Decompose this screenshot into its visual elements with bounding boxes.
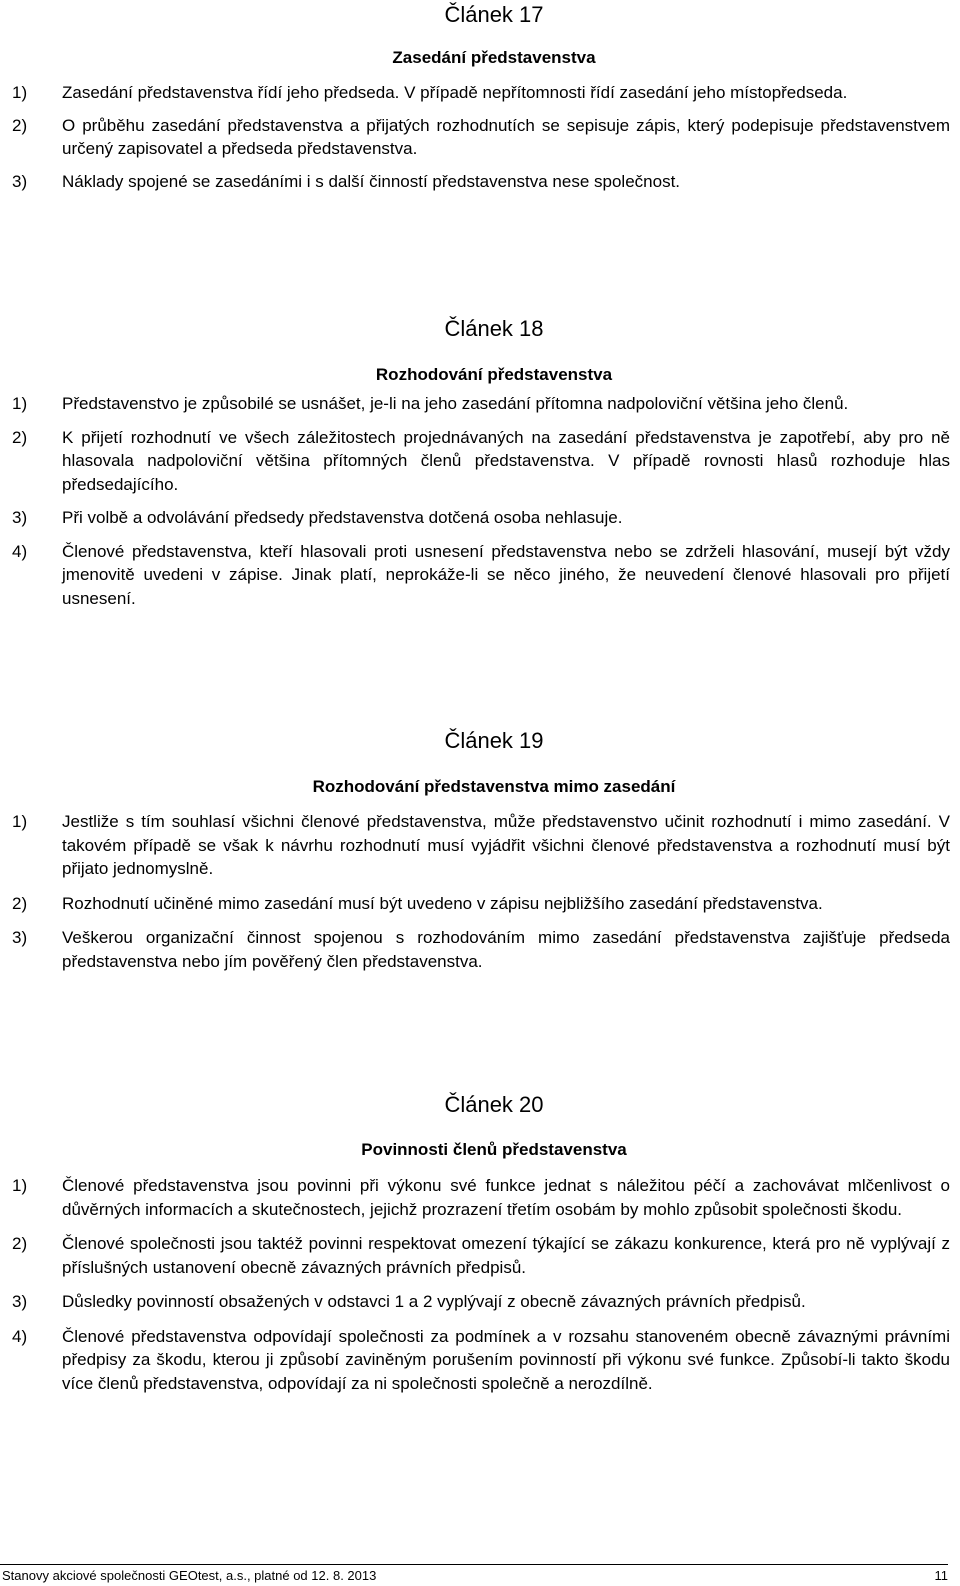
page-footer xyxy=(0,1564,948,1585)
paragraph xyxy=(12,392,950,416)
article-subtitle: Povinnosti členů představenstva xyxy=(361,1140,627,1159)
article-title: Článek 20 xyxy=(444,1092,544,1117)
paragraph-text: Členové představenstva jsou povinni při výkonu své funkce jednat s náležitou péčí a zachovávat mlčenlivost o důvěrných informacích a skutečnostech, jejichž prozrazení třetím osobám by mohlo způsobit společnosti škodu. xyxy=(62,1176,950,1219)
footer-document-title: Stanovy akciové společnosti GEOtest, a.s., platné od 12. 8. 2013 xyxy=(2,1568,377,1583)
paragraph-number: 3) xyxy=(12,1292,28,1311)
paragraph-number: 4) xyxy=(12,1326,28,1346)
paragraph-text: Členové představenstva odpovídají společnosti za podmínek a v rozsahu stanoveném obecně závaznými právními předpisy za škodu, kterou ji způsobí zaviněným porušením povinností při výkonu své funkce. Způsobí-li takto škodu více členů představenstva, odpovídají za ni společnosti společně a nerozdílně. xyxy=(62,1326,950,1393)
paragraph xyxy=(12,114,950,161)
paragraph-number: 3) xyxy=(12,171,28,191)
article-subtitle: Zasedání představenstva xyxy=(392,48,596,67)
paragraph-number: 1) xyxy=(12,83,28,102)
paragraph xyxy=(12,1174,950,1221)
paragraph-text: Představenstvo je způsobilé se usnášet, je-li na jeho zasedání přítomna nadpoloviční většina jeho členů. xyxy=(62,394,849,413)
paragraph-number: 3) xyxy=(12,928,28,947)
paragraph-number: 2) xyxy=(12,1234,28,1253)
paragraph-number: 3) xyxy=(12,508,28,527)
article-title: Článek 18 xyxy=(444,316,544,341)
paragraph xyxy=(12,506,950,530)
article-18 xyxy=(12,316,950,610)
paragraph xyxy=(12,81,950,105)
paragraph-text: Členové představenstva, kteří hlasovali proti usnesení představenstva nebo se zdrželi hlasování, musejí být vždy jmenovitě uvedeni v zápise. Jinak platí, neprokáže-li se něco jiného, že neuvedení členové hlasovali pro přijetí usnesení. xyxy=(62,541,950,608)
paragraph-text: Náklady spojené se zasedáními i s další činností představenstva nese společnost. xyxy=(62,171,681,191)
paragraph xyxy=(12,1232,950,1279)
paragraph-text: Rozhodnutí učiněné mimo zasedání musí být uvedeno v zápisu nejbližšího zasedání představenstva. xyxy=(62,893,823,913)
article-20 xyxy=(12,1092,950,1395)
paragraph-text: Zasedání představenstva řídí jeho předseda. V případě nepřítomnosti řídí zasedání jeho místopředseda. xyxy=(62,83,848,102)
paragraph-number: 1) xyxy=(12,394,28,413)
paragraph-text: Jestliže s tím souhlasí všichni členové představenstva, může představenstvo učinit rozhodnutí i mimo zasedání. V takovém případě se však k návrhu rozhodnutí musí vyjádřit všichni členové představenstva a rozhodnutí musí být přijato jednomyslně. xyxy=(62,812,950,878)
paragraph-number: 1) xyxy=(12,812,28,831)
paragraph-text: K přijetí rozhodnutí ve všech záležitostech projednávaných na zasedání představenstva je zapotřebí, aby pro ně hlasovala nadpoloviční většina přítomných členů představenstva. V případě rovnosti hlasů rozhoduje hlas předsedajícího. xyxy=(62,427,950,494)
paragraph-number: 4) xyxy=(12,541,28,561)
article-title: Článek 19 xyxy=(444,728,544,753)
paragraph-number: 2) xyxy=(12,427,28,447)
paragraph xyxy=(12,892,950,916)
paragraph xyxy=(12,1290,950,1314)
paragraph-text: Členové společnosti jsou taktéž povinni respektovat omezení týkající se zákazu konkurence, která pro ně vyplývají z příslušných ustanovení obecně závazných právních předpisů. xyxy=(62,1234,950,1277)
article-17 xyxy=(12,0,950,193)
paragraph xyxy=(12,810,950,881)
paragraph-number: 1) xyxy=(12,1176,28,1195)
article-title: Článek 17 xyxy=(444,2,544,27)
paragraph-text: Při volbě a odvolávání předsedy představenstva dotčená osoba nehlasuje. xyxy=(62,508,623,527)
paragraph xyxy=(12,426,950,497)
paragraph-text: Veškerou organizační činnost spojenou s rozhodováním mimo zasedání představenstva zajišťuje předseda představenstva nebo jím pověřený člen představenstva. xyxy=(62,928,950,971)
paragraph xyxy=(12,540,950,611)
paragraph-text: Důsledky povinností obsažených v odstavci 1 a 2 vyplývají z obecně závazných právních předpisů. xyxy=(62,1292,806,1311)
article-19 xyxy=(12,728,950,973)
paragraph xyxy=(12,170,950,194)
paragraph-text: O průběhu zasedání představenstva a přijatých rozhodnutích se sepisuje zápis, který podepisuje představenstvem určený zapisovatel a předseda představenstva. xyxy=(62,115,950,158)
page-number: 11 xyxy=(934,1568,948,1583)
paragraph xyxy=(12,1325,950,1396)
article-subtitle: Rozhodování představenstva xyxy=(375,365,613,384)
paragraph-number: 2) xyxy=(12,115,28,135)
paragraph-number: 2) xyxy=(12,893,28,913)
paragraph xyxy=(12,926,950,973)
article-subtitle: Rozhodování představenstva mimo zasedání xyxy=(312,777,676,796)
